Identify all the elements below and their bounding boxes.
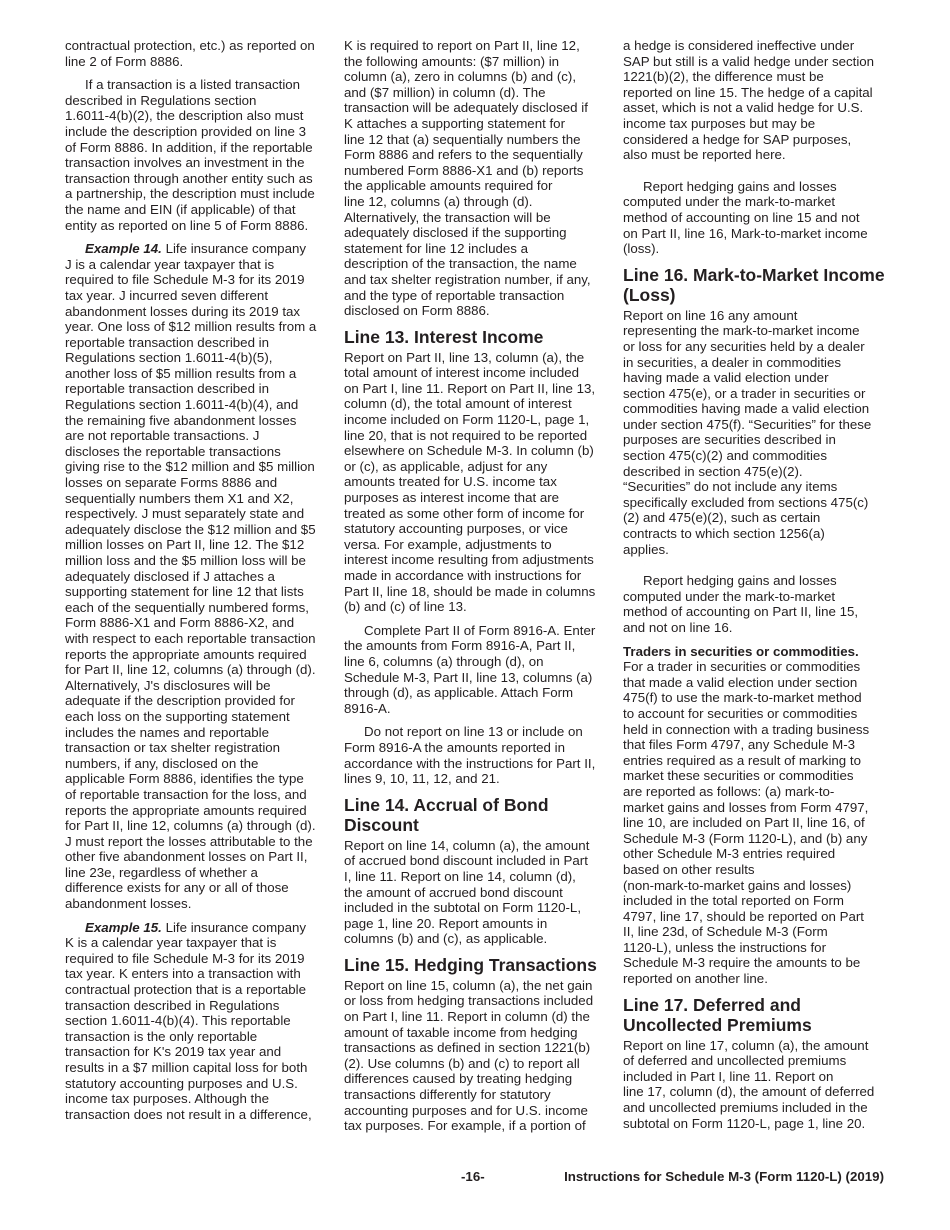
paragraph: Report on line 15, column (a), the net gain or loss from hedging transactions included on Part I, line 11. Report in column (d) the amount of taxable income from hedging transactions as defined in section 1221(b) (2). Use columns (b) and (c) to report all differences caused by treating hedging transactions differently for statutory accounting purposes and for U.S. income tax purposes. For example, if a portion of: [344, 977, 594, 1134]
paragraph: Do not report on line 13 or include on Form 8916-A the amounts reported in accordance with the instructions for Part II, lines 9, 10, 11, 12, and 21.: [344, 724, 596, 787]
example-15: [65, 920, 329, 1123]
paragraph: Report on line 16 any amount representing the mark-to-market income or loss for any securities held by a dealer in securities, a dealer in commodities having made a valid election under section 475(e), or a trader in securities or commodities having made a valid election under section 475(f). “Securities” for these purposes are securities described in section 475(c)(2) and commodities described in section 475(e)(2). “Securities” do not include any items specifically excluded from sections 475(c) (2) and 475(e)(2), such as certain contracts to which section 1256(a) applies.: [623, 307, 872, 557]
paragraph: If a transaction is a listed transaction described in Regulations section 1.6011-4(b)(2), the description also must include the description provided on line 3 of Form 8886. In addition, if the reportable transaction involves an investment in the transaction through another entity such as a partnership, the description must include the name and EIN (if applicable) of that entity as reported on line 5 of Form 8886.: [65, 77, 315, 233]
paragraph: Report on Part II, line 13, column (a), the total amount of interest income included on Part I, line 11. Report on Part II, line 13, column (d), the total amount of interest income included on Form 1120-L, page 1, line 20, that is not required to be reported elsewhere on Schedule M-3. In column (b) or (c), as applicable, adjust for any amounts treated for U.S. income tax purposes as interest income that are treated as some other form of income for statutory accounting purposes, or vice versa. For example, adjustments to interest income resulting from adjustments made in accordance with instructions for Part II, line 18, should be made in columns (b) and (c) of line 13.: [344, 349, 596, 615]
column-3: [623, 38, 887, 1139]
paragraph: a hedge is considered ineffective under SAP but still is a valid hedge under section 1221(b)(2), the difference must be reported on line 15. The hedge of a capital asset, which is not a valid hedge for U.S. income tax purposes but may be considered a hedge for SAP purposes, also must be reported here.: [623, 38, 875, 163]
paragraph: K is required to report on Part II, line 12, the following amounts: ($7 million) in column (a), zero in columns (b) and (c), and ($7 million) in column (d). The transaction will be adequately disclosed if K attaches a supporting statement for line 12 that (a) sequentially numbers the Form 8886 and refers to the sequentially numbered Form 8886-X1 and (b) reports the applicable amounts required for line 12, columns (a) through (d). Alternatively, the transaction will be adequately disclosed if the supporting statement for line 12 includes a description of the transaction, the name and tax shelter registration number, if any, and the type of reportable transaction disclosed on Form 8886.: [344, 38, 591, 319]
heading-line-17: Line 17. Deferred and Uncollected Premiums: [623, 994, 812, 1035]
paragraph: Complete Part II of Form 8916-A. Enter the amounts from Form 8916-A, Part II, line 6, columns (a) through (d), on Schedule M-3, Part II, line 13, columns (a) through (d), as applicable. Attach Form 8916-A.: [344, 622, 596, 716]
example-14-label: Example 14.: [85, 241, 162, 257]
paragraph: Report hedging gains and losses computed under the mark-to-market method of accounting on Part II, line 15, and not on line 16.: [623, 573, 859, 635]
paragraph: Report on line 17, column (a), the amount of deferred and uncollected premiums included in Part I, line 11. Report on line 17, column (d), the amount of deferred and uncollected premiums included in the subtotal on Form 1120-L, page 1, line 20.: [623, 1037, 875, 1131]
footer-title: Instructions for Schedule M-3 (Form 1120-L) (2019): [564, 1169, 884, 1184]
heading-line-16: Line 16. Mark-to-Market Income (Loss): [623, 264, 885, 305]
traders-text: For a trader in securities or commodities that made a valid election under section 475(f) to use the mark-to-market method to account for securities or commodities held in connection with a trading business that files Form 4797, any Schedule M-3 entries required as a result of marking to market these securities or commodities are reported as follows: (a) mark-to- market gains and losses from Form 4797, line 10, are included on Part II, line 16, of Schedule M-3 (Form 1120-L), and (b) any other Schedule M-3 entries required based on other results (non-mark-to-market gains and losses) included in the total reported on Form 4797, line 17, should be reported on Part II, line 23d, of Schedule M-3 (Form 1120-L), unless the instructions for Schedule M-3 require the amounts to be reported on another line.: [623, 659, 870, 987]
traders-label: Traders in securities or commodities.: [623, 643, 859, 659]
heading-line-15: Line 15. Hedging Transactions: [344, 954, 597, 975]
heading-line-14: Line 14. Accrual of Bond Discount: [344, 794, 549, 835]
paragraph: contractual protection, etc.) as reported on line 2 of Form 8886.: [65, 38, 315, 69]
column-2: [344, 38, 608, 1142]
example-14: [65, 241, 329, 912]
column-1: [65, 38, 329, 1130]
heading-line-13: Line 13. Interest Income: [344, 326, 544, 347]
example-15-text: Life insurance company K is a calendar year taxpayer that is required to file Schedule M-3 for its 2019 tax year. K enters into a transaction with contractual protection that is a reportable transaction described in Regulations section 1.6011-4(b)(4). This reportable transaction is the only reportable transaction for K's 2019 tax year and results in a $7 million capital loss for both statutory accounting purposes and U.S. income tax purposes. Although the transaction does not result in a difference,: [65, 919, 312, 1122]
paragraph: Report on line 14, column (a), the amount of accrued bond discount included in Part I, line 11. Report on line 14, column (d), the amount of accrued bond discount included in the subtotal on Form 1120-L, page 1, line 20. Report amounts in columns (b) and (c), as applicable.: [344, 837, 590, 947]
example-14-text: Life insurance company J is a calendar year taxpayer that is required to file Schedule M-3 for its 2019 tax year. J incurred seven different abandonment losses during its 2019 tax year. One loss of $12 million results from a reportable transaction described in Regulations section 1.6011-4(b)(5), another loss of $5 million results from a reportable transaction described in Regulations section 1.6011-4(b)(4), and the remaining five abandonment losses are not reportable transactions. J discloses the reportable transactions giving rise to the $12 million and $5 million losses on separate Forms 8886 and sequentially numbers them X1 and X2, respectively. J must separately state and adequately disclose the $12 million and $5 million losses on Part II, line 12. The $12 million loss and the $5 million loss will be adequately disclosed if J attaches a supporting statement for line 12 that lists each of the sequentially numbered forms, Form 8886-X1 and Form 8886-X2, and with respect to each reportable transaction reports the appropriate amounts required for Part II, line 12, columns (a) through (d). Alternatively, J's disclosures will be adequate if the description provided for each loss on the supporting statement includes the names and reportable transaction or tax shelter registration numbers, if any, disclosed on the applicable Form 8886, identifies the type of reportable transaction for the loss, and reports the appropriate amounts required for Part II, line 12, columns (a) through (d). J must report the losses attributable to the other five abandonment losses on Part II, line 23e, regardless of whether a difference exists for any or all of those abandonment losses.: [65, 241, 317, 912]
page-number: -16-: [461, 1169, 485, 1184]
traders-paragraph: [623, 644, 887, 987]
example-15-label: Example 15.: [85, 919, 162, 935]
paragraph: Report hedging gains and losses computed under the mark-to-market method of accounting on line 15 and not on Part II, line 16, Mark-to-market income (loss).: [623, 178, 868, 257]
